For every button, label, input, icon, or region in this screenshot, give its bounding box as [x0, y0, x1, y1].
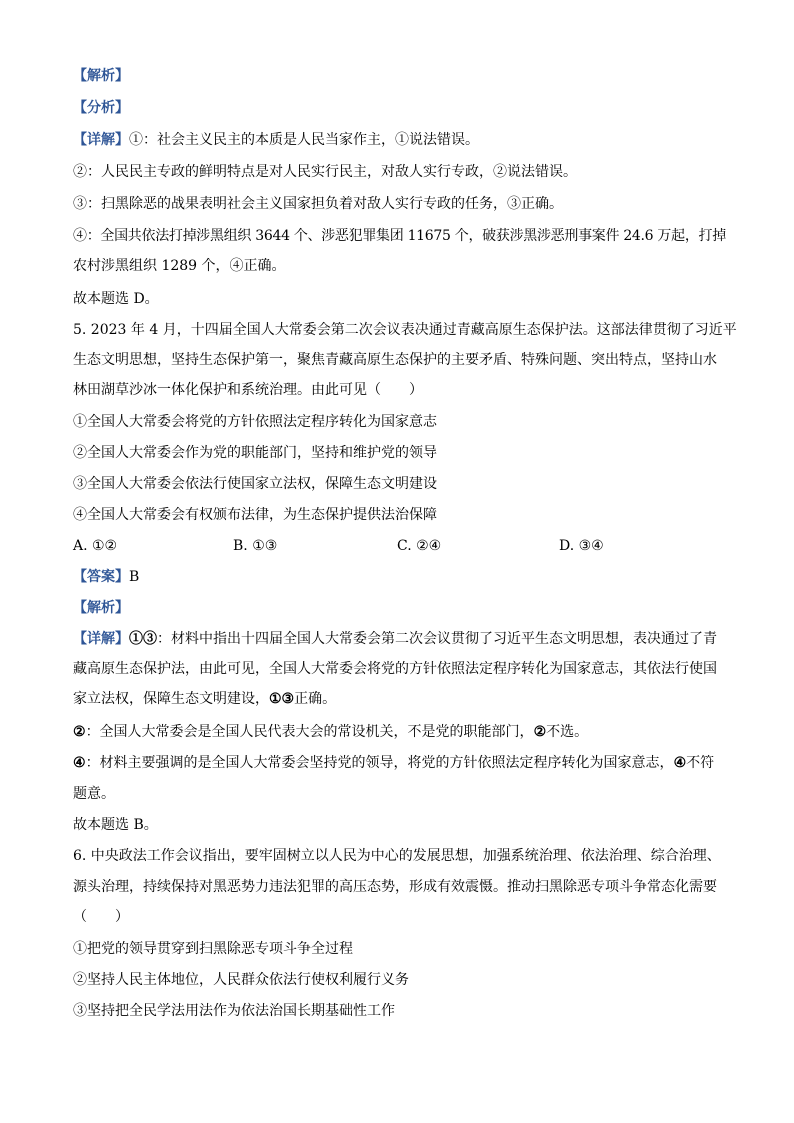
- answer-line: [73, 567, 733, 587]
- detail-line: 题意。: [73, 786, 115, 802]
- answer-value: B: [129, 569, 140, 585]
- question-stem: 源头治理，持续保持对黑恶势力违法犯罪的高压态势，形成有效震慑。推动扫黑除恶专项斗争常态化需要: [73, 879, 717, 895]
- statement-item: ③坚持把全民学法用法作为依法治国长期基础性工作: [73, 1003, 395, 1019]
- option-numbers: ②: [533, 724, 547, 740]
- detail-line: [73, 753, 733, 773]
- option-b: B. ①③: [233, 538, 278, 554]
- detail-line: ②：人民民主专政的鲜明特点是对人民实行民主，对敌人实行专政，②说法错误。: [73, 164, 577, 180]
- answer-tag: 【答案】: [73, 569, 129, 585]
- breakdown-tag: 【分析】: [73, 100, 129, 116]
- detail-tag: 【详解】: [73, 132, 129, 148]
- analysis-tag: 【解析】: [73, 68, 129, 84]
- question-stem: 林田湖草沙冰一体化保护和系统治理。由此可见（ ）: [73, 382, 423, 398]
- option-numbers: ①③: [269, 691, 295, 707]
- detail-line: [73, 689, 733, 709]
- detail-line: ④：全国共依法打掉涉黑组织 3644 个、涉恶犯罪集团 11675 个，破获涉黑涉恶刑事案件 24.6 万起，打掉: [73, 228, 726, 244]
- statement-item: ①把党的领导贯穿到扫黑除恶专项斗争全过程: [73, 941, 353, 957]
- conclusion: 故本题选 D。: [73, 291, 159, 307]
- statement-item: ②坚持人民主体地位，人民群众依法行使权利履行义务: [73, 972, 409, 988]
- detail-text: ：材料主要强调的是全国人大常委会坚持党的领导，将党的方针依照法定程序转化为国家意志，: [85, 755, 674, 771]
- detail-text: ：全国人大常委会是全国人民代表大会的常设机关，不是党的职能部门，: [85, 724, 534, 740]
- option-numbers: ①③: [129, 631, 157, 647]
- detail-line: [73, 130, 733, 150]
- question-stem: 6. 中央政法工作会议指出，要牢固树立以人民为中心的发展思想，加强系统治理、依法治理、综合治理、: [73, 848, 721, 864]
- option-a: A. ①②: [73, 538, 118, 554]
- question-stem: 5. 2023 年 4 月，十四届全国人大常委会第二次会议表决通过青藏高原生态保护法。这部法律贯彻了习近平: [73, 322, 737, 338]
- option-c: C. ②④: [397, 538, 442, 554]
- option-numbers: ②: [73, 724, 86, 740]
- detail-text: ①：社会主义民主的本质是人民当家作主，①说法错误。: [129, 132, 479, 148]
- option-numbers: ④: [673, 755, 687, 771]
- detail-text: 不选。: [546, 724, 589, 740]
- detail-line: [73, 629, 733, 649]
- statement-item: ④全国人大常委会有权颁布法律，为生态保护提供法治保障: [73, 507, 437, 523]
- detail-tag: 【详解】: [73, 631, 129, 647]
- detail-line: 藏高原生态保护法，由此可见，全国人大常委会将党的方针依照法定程序转化为国家意志，其依法行使国: [73, 661, 717, 677]
- detail-text: 家立法权，保障生态文明建设，: [73, 691, 269, 707]
- question-stem: 生态文明思想，坚持生态保护第一，聚焦青藏高原生态保护的主要矛盾、特殊问题、突出特点，坚持山水: [73, 352, 717, 368]
- detail-text: ：材料中指出十四届全国人大常委会第二次会议贯彻了习近平生态文明思想，表决通过了青: [157, 631, 717, 647]
- statement-item: ③全国人大常委会依法行使国家立法权，保障生态文明建设: [73, 476, 437, 492]
- statement-item: ①全国人大常委会将党的方针依照法定程序转化为国家意志: [73, 414, 437, 430]
- statement-item: ②全国人大常委会作为党的职能部门，坚持和维护党的领导: [73, 445, 437, 461]
- conclusion: 故本题选 B。: [73, 817, 158, 833]
- detail-line: 农村涉黑组织 1289 个，④正确。: [73, 258, 286, 274]
- analysis-tag: 【解析】: [73, 600, 129, 616]
- detail-text: 不符: [686, 755, 715, 771]
- detail-line: [73, 722, 733, 742]
- option-d: D. ③④: [559, 538, 604, 554]
- option-numbers: ④: [73, 755, 86, 771]
- detail-line: ③：扫黑除恶的战果表明社会主义国家担负着对敌人实行专政的任务，③正确。: [73, 196, 563, 212]
- question-stem: （ ）: [73, 909, 129, 925]
- detail-text: 正确。: [294, 691, 337, 707]
